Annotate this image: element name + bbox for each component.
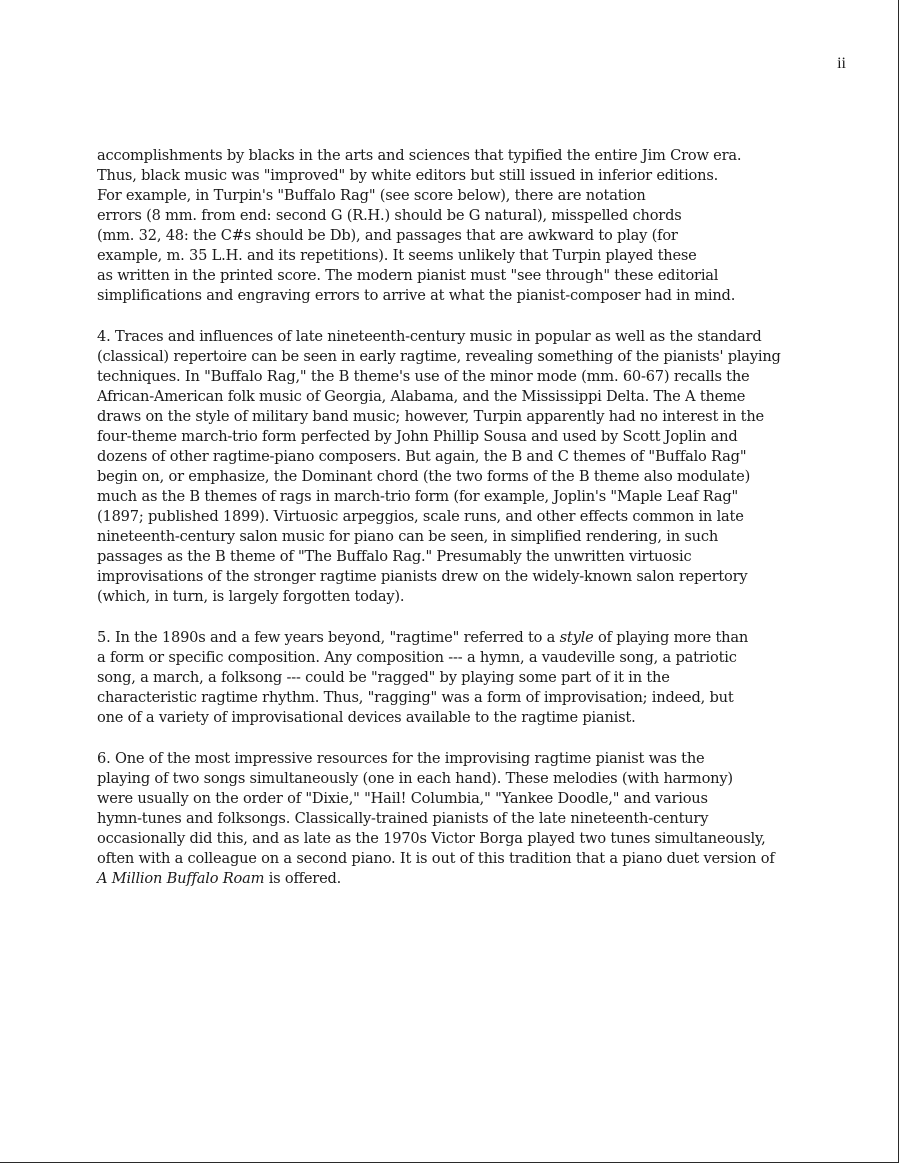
text-line [97, 869, 827, 889]
text-line [97, 587, 827, 607]
text-run: (mm. 32, 48: the C#s should be Db), and passages that are awkward to play (for [97, 227, 678, 244]
text-line [97, 447, 827, 467]
text-line [97, 166, 827, 186]
text-run: begin on, or emphasize, the Dominant chord (the two forms of the B theme also modulate) [97, 468, 751, 485]
text-run: much as the B themes of rags in march-trio form (for example, Joplin's "Maple Leaf Rag" [97, 488, 739, 505]
text-line [97, 206, 827, 226]
text-line [97, 146, 827, 166]
text-line [97, 327, 827, 347]
text-line [97, 507, 827, 527]
italic-title: A Million Buffalo Roam [97, 870, 265, 887]
text-line [97, 186, 827, 206]
text-line [97, 628, 827, 648]
text-run: four-theme march-trio form perfected by John Phillip Sousa and used by Scott Joplin and [97, 428, 738, 445]
text-run: nineteenth-century salon music for piano can be seen, in simplified rendering, in such [97, 528, 719, 545]
text-line [97, 769, 827, 789]
text-line [97, 809, 827, 829]
text-run: example, m. 35 L.H. and its repetitions). It seems unlikely that Turpin played these [97, 247, 697, 264]
text-run: is offered. [264, 870, 342, 887]
text-run: occasionally did this, and as late as the 1970s Victor Borga played two tunes simultaneously, [97, 830, 766, 847]
text-line [97, 567, 827, 587]
text-run: techniques. In "Buffalo Rag," the B theme's use of the minor mode (mm. 60-67) recalls the [97, 368, 750, 385]
paragraph [97, 327, 827, 607]
text-line [97, 829, 827, 849]
text-run: accomplishments by blacks in the arts and sciences that typified the entire Jim Crow era. [97, 147, 742, 164]
text-line [97, 467, 827, 487]
text-run: characteristic ragtime rhythm. Thus, "ragging" was a form of improvisation; indeed, but [97, 689, 734, 706]
text-run: were usually on the order of "Dixie," "Hail! Columbia," "Yankee Doodle," and various [97, 790, 708, 807]
text-line [97, 708, 827, 728]
text-line [97, 286, 827, 306]
text-run: playing of two songs simultaneously (one in each hand). These melodies (with harmony) [97, 770, 733, 787]
text-line [97, 387, 827, 407]
text-run: (1897; published 1899). Virtuosic arpeggios, scale runs, and other effects common in late [97, 508, 744, 525]
text-line [97, 849, 827, 869]
text-line [97, 427, 827, 447]
text-line [97, 226, 827, 246]
text-line [97, 547, 827, 567]
text-run: of playing more than [593, 629, 749, 646]
text-run: as written in the printed score. The modern pianist must "see through" these editorial [97, 267, 719, 284]
text-run: (classical) repertoire can be seen in early ragtime, revealing something of the pianists' playing [97, 348, 781, 365]
text-line [97, 749, 827, 769]
text-run: draws on the style of military band music; however, Turpin apparently had no interest in the [97, 408, 764, 425]
text-run: dozens of other ragtime-piano composers. But again, the B and C themes of "Buffalo Rag" [97, 448, 747, 465]
text-line [97, 648, 827, 668]
text-line [97, 266, 827, 286]
text-run: errors (8 mm. from end: second G (R.H.) should be G natural), misspelled chords [97, 207, 682, 224]
body-text [97, 146, 827, 889]
text-run: African-American folk music of Georgia, Alabama, and the Mississippi Delta. The A theme [97, 388, 746, 405]
text-run: (which, in turn, is largely forgotten today). [97, 588, 405, 605]
text-run: song, a march, a folksong --- could be "ragged" by playing some part of it in the [97, 669, 670, 686]
text-run: For example, in Turpin's "Buffalo Rag" (see score below), there are notation [97, 187, 646, 204]
text-line [97, 527, 827, 547]
text-run: 6. One of the most impressive resources for the improvising ragtime pianist was the [97, 750, 705, 767]
text-run: improvisations of the stronger ragtime pianists drew on the widely-known salon repertory [97, 568, 748, 585]
text-run: hymn-tunes and folksongs. Classically-trained pianists of the late nineteenth-century [97, 810, 709, 827]
italic-title: style [559, 629, 594, 646]
text-line [97, 789, 827, 809]
text-run: one of a variety of improvisational devices available to the ragtime pianist. [97, 709, 636, 726]
text-line [97, 487, 827, 507]
text-run: 4. Traces and influences of late nineteenth-century music in popular as well as the standard [97, 328, 762, 345]
text-run: a form or specific composition. Any composition --- a hymn, a vaudeville song, a patriotic [97, 649, 737, 666]
text-line [97, 407, 827, 427]
text-run: simplifications and engraving errors to arrive at what the pianist-composer had in mind. [97, 287, 736, 304]
page-number: ii [837, 55, 846, 72]
text-line [97, 668, 827, 688]
text-line [97, 688, 827, 708]
text-run: often with a colleague on a second piano. It is out of this tradition that a piano duet version of [97, 850, 775, 867]
text-line [97, 367, 827, 387]
paragraph [97, 628, 827, 728]
text-run: passages as the B theme of "The Buffalo Rag." Presumably the unwritten virtuosic [97, 548, 692, 565]
text-run: Thus, black music was "improved" by white editors but still issued in inferior editions. [97, 167, 719, 184]
paragraph [97, 146, 827, 306]
text-line [97, 246, 827, 266]
text-line [97, 347, 827, 367]
paragraph [97, 749, 827, 889]
text-run: 5. In the 1890s and a few years beyond, "ragtime" referred to a [97, 629, 560, 646]
